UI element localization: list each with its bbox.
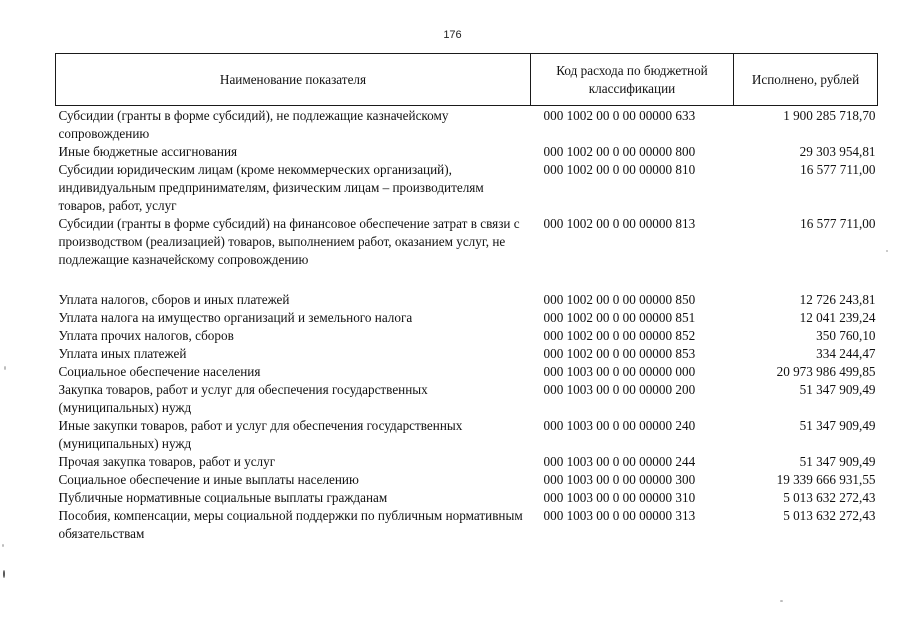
- table-row: [56, 381, 878, 417]
- row-amount: 350 760,10: [816, 328, 876, 343]
- budget-table: [55, 53, 878, 543]
- table-row: [56, 161, 878, 215]
- row-code: 000 1003 00 0 00 00000 000: [543, 364, 696, 379]
- row-name: Закупка товаров, работ и услуг для обеспечения государственных (муниципальных) нужд: [58, 382, 428, 415]
- row-amount: 16 577 711,00: [800, 162, 876, 177]
- row-amount: 1 900 285 718,70: [783, 108, 876, 123]
- row-name: Субсидии юридическим лицам (кроме некоммерческих организаций), индивидуальным предпринимателям, физическим лицам – производителям товаров, работ, услуг: [58, 162, 484, 213]
- row-code: 000 1002 00 0 00 00000 800: [543, 144, 696, 159]
- row-code: 000 1002 00 0 00 00000 810: [543, 162, 696, 177]
- row-code: 000 1003 00 0 00 00000 200: [543, 382, 696, 397]
- header-name: Наименование показателя: [56, 54, 531, 106]
- row-name: Уплата иных платежей: [58, 346, 187, 361]
- row-code: 000 1002 00 0 00 00000 633: [543, 108, 696, 123]
- table-row: [56, 345, 878, 363]
- row-code: 000 1002 00 0 00 00000 851: [543, 310, 696, 325]
- header-row: [56, 54, 878, 106]
- row-name: Уплата прочих налогов, сборов: [58, 328, 234, 343]
- row-amount: 51 347 909,49: [799, 418, 876, 433]
- row-amount: 29 303 954,81: [799, 144, 876, 159]
- table-row: [56, 363, 878, 381]
- table-header: [56, 54, 878, 106]
- row-amount: 20 973 986 499,85: [776, 364, 876, 379]
- row-name: Социальное обеспечение и иные выплаты населению: [58, 472, 359, 487]
- page-number: 176: [443, 29, 462, 41]
- table-row: [56, 471, 878, 489]
- table-row: [56, 143, 878, 161]
- row-name: Уплата налога на имущество организаций и земельного налога: [58, 310, 413, 325]
- row-name: Иные закупки товаров, работ и услуг для обеспечения государственных (муниципальных) нужд: [58, 418, 463, 451]
- table-row: [56, 106, 878, 144]
- row-name: Субсидии (гранты в форме субсидий), не подлежащие казначейскому сопровождению: [58, 108, 449, 141]
- scan-speck: [2, 544, 4, 547]
- row-amount: 5 013 632 272,43: [783, 490, 876, 505]
- row-code: 000 1002 00 0 00 00000 852: [543, 328, 696, 343]
- row-code: 000 1003 00 0 00 00000 244: [543, 454, 696, 469]
- table-row: [56, 507, 878, 543]
- row-code: 000 1003 00 0 00 00000 240: [543, 418, 696, 433]
- row-code: 000 1002 00 0 00 00000 853: [543, 346, 696, 361]
- scan-speck: [886, 250, 888, 252]
- row-name: Социальное обеспечение населения: [58, 364, 261, 379]
- row-code: 000 1003 00 0 00 00000 310: [543, 490, 696, 505]
- header-amount: Исполнено, рублей: [734, 54, 878, 106]
- row-name: Прочая закупка товаров, работ и услуг: [58, 454, 276, 469]
- row-amount: 51 347 909,49: [799, 454, 876, 469]
- header-code: Код расхода по бюджетной классификации: [531, 54, 734, 106]
- row-amount: 334 244,47: [816, 346, 876, 361]
- row-name: Пособия, компенсации, меры социальной поддержки по публичным нормативным обязательствам: [58, 508, 523, 541]
- table-row: [56, 417, 878, 453]
- row-amount: 12 041 239,24: [799, 310, 876, 325]
- table-row: [56, 291, 878, 309]
- row-code: 000 1002 00 0 00 00000 850: [543, 292, 696, 307]
- row-name: Публичные нормативные социальные выплаты гражданам: [58, 490, 388, 505]
- row-code: 000 1002 00 0 00 00000 813: [543, 216, 696, 231]
- row-amount: 5 013 632 272,43: [783, 508, 876, 523]
- row-amount: 16 577 711,00: [800, 216, 876, 231]
- row-name: Иные бюджетные ассигнования: [58, 144, 238, 159]
- row-code: 000 1003 00 0 00 00000 313: [543, 508, 696, 523]
- row-amount: 12 726 243,81: [799, 292, 876, 307]
- table-row: [56, 453, 878, 471]
- row-name: Субсидии (гранты в форме субсидий) на финансовое обеспечение затрат в связи с производством (реализацией) товаров, выполнением работ, оказанием услуг, не подлежащие казначейскому сопровождению: [58, 216, 520, 267]
- table-row: [56, 309, 878, 327]
- scan-speck: [780, 600, 783, 602]
- table-row: [56, 327, 878, 345]
- table-body: [56, 106, 878, 544]
- row-amount: 19 339 666 931,55: [776, 472, 876, 487]
- scan-speck: [4, 366, 6, 370]
- table-row: [56, 215, 878, 291]
- row-code: 000 1003 00 0 00 00000 300: [543, 472, 696, 487]
- scan-speck: [3, 570, 5, 578]
- row-name: Уплата налогов, сборов и иных платежей: [58, 292, 290, 307]
- table-row: [56, 489, 878, 507]
- row-amount: 51 347 909,49: [799, 382, 876, 397]
